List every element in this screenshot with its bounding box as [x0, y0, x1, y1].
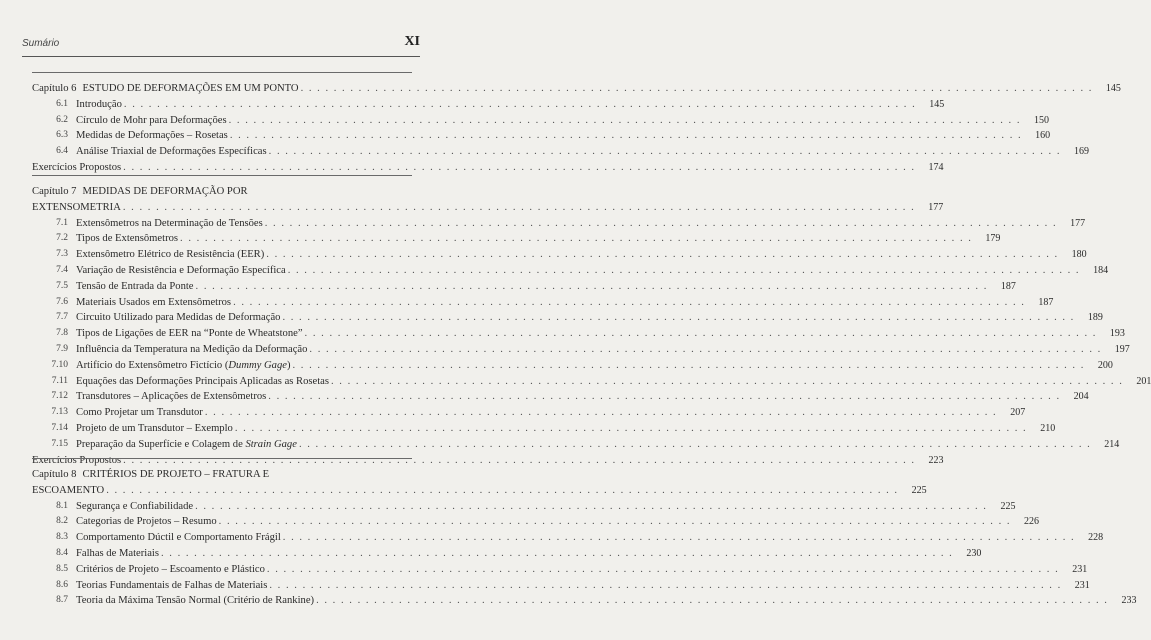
leader-dots: . . . . . . . . . . . . . . . . . . . . . . . . . . . . . . . . . . . . . . . . . . . . . . . . . . . . . . . . . . . . . . . . . . . . . . . . . . . . . . . . . . . . . . . . . . . . . . . . — [233, 296, 1026, 308]
leader-dots: . . . . . . . . . . . . . . . . . . . . . . . . . . . . . . . . . . . . . . . . . . . . . . . . . . . . . . . . . . . . . . . . . . . . . . . . . . . . . . . . . . . . . . . . . . . . . . . . — [309, 344, 1102, 355]
toc-entry — [32, 453, 944, 468]
section-number: 6.4 — [56, 146, 68, 157]
entry-line — [76, 374, 1151, 389]
section-page: 177 — [1070, 217, 1086, 229]
section-title: Exercícios Propostos — [32, 162, 122, 173]
leader-dots: . . . . . . . . . . . . . . . . . . . . . . . . . . . . . . . . . . . . . . . . . . . . . . . . . . . . . . . . . . . . . . . . . . . . . . . . . . . . . . . . . . . . . . . . . . . . . . . . — [269, 579, 1062, 591]
section-number: 6.2 — [56, 114, 68, 125]
entry-line — [76, 546, 982, 561]
page-number: XI — [404, 34, 420, 49]
leader-dots: . . . . . . . . . . . . . . . . . . . . . . . . . . . . . . . . . . . . . . . . . . . . . . . . . . . . . . . . . . . . . . . . . . . . . . . . . . . . . . . . . . . . . . . . . . . . . . . . — [218, 516, 1012, 528]
section-page: 179 — [985, 233, 1001, 245]
toc-entry — [32, 342, 1130, 357]
chapter-title: CRITÉRIOS DE PROJETO – FRATURA E — [82, 469, 270, 480]
section-number: 7.5 — [56, 280, 68, 291]
section-title: Transdutores – Aplicações de Extensômetros — [76, 391, 267, 403]
chapter-title: MEDIDAS DE DEFORMAÇÃO POR — [82, 186, 248, 197]
section-page: 231 — [1072, 563, 1088, 575]
section-page: 187 — [1038, 296, 1054, 308]
section-title: Medidas de Deformações – Rosetas — [76, 130, 228, 142]
chapter-page: 225 — [911, 484, 927, 496]
chapter-heading — [32, 184, 412, 199]
entry-line — [76, 593, 1137, 608]
entry-line — [76, 97, 945, 112]
entry-line — [76, 578, 1090, 593]
leader-dots: . . . . . . . . . . . . . . . . . . . . . . . . . . . . . . . . . . . . . . . . . . . . . . . . . . . . . . . . . . . . . . . . . . . . . . . . . . . . . . . . . . . . . . . . . . . . . . . . — [282, 312, 1075, 324]
section-number: 7.11 — [51, 375, 68, 386]
entry-line — [76, 128, 1051, 143]
entry-line — [76, 530, 1104, 545]
section-number: 7.8 — [56, 328, 68, 339]
toc-entry — [32, 578, 1090, 593]
section-title: Sumário — [22, 38, 60, 49]
leader-dots: . . . . . . . . . . . . . . . . . . . . . . . . . . . . . . . . . . . . . . . . . . . . . . . . . . . . . . . . . . . . . . . . . . . . . . . . . . . . . . . . . . . . . . . . . . . . . . . . — [316, 595, 1109, 607]
leader-dots: . . . . . . . . . . . . . . . . . . . . . . . . . . . . . . . . . . . . . . . . . . . . . . . . . . . . . . . . . . . . . . . . . . . . . . . . . . . . . . . . . . . . . . . . . . . . . . . . — [229, 130, 1023, 142]
entry-line — [76, 231, 1001, 246]
leader-dots: . . . . . . . . . . . . . . . . . . . . . . . . . . . . . . . . . . . . . . . . . . . . . . . . . . . . . . . . . . . . . . . . . . . . . . . . . . . . . . . . . . . . . . . . . . . . . . . . — [195, 280, 988, 292]
section-number: 7.3 — [56, 249, 68, 260]
section-page: 193 — [1109, 328, 1125, 340]
chapter-heading — [32, 467, 412, 482]
section-title: Critérios de Projeto – Escoamento e Plástico — [76, 563, 265, 575]
section-title: Preparação da Superfície e Colagem de Strain Gage — [76, 438, 297, 450]
entry-line — [76, 358, 1113, 373]
leader-dots: . . . . . . . . . . . . . . . . . . . . . . . . . . . . . . . . . . . . . . . . . . . . . . . . . . . . . . . . . . . . . . . . . . . . . . . . . . . . . . . . . . . . . . . . . . . . . . . . — [195, 500, 988, 512]
section-title: Circuito Utilizado para Medidas de Deformação — [76, 312, 281, 324]
section-number: 8.3 — [56, 532, 68, 543]
section-page: 184 — [1093, 265, 1109, 276]
chapter-label: Capítulo 8 — [32, 469, 77, 480]
toc-entry — [32, 562, 1088, 577]
entry-line — [76, 562, 1088, 577]
section-number: 7.15 — [51, 438, 68, 449]
chapter-divider — [32, 175, 412, 176]
toc-entry — [32, 295, 1054, 310]
leader-dots: . . . . . . . . . . . . . . . . . . . . . . . . . . . . . . . . . . . . . . . . . . . . . . . . . . . . . . . . . . . . . . . . . . . . . . . . . . . . . . . . . . . . . . . . . . . . . . . . — [292, 359, 1085, 371]
section-number: 6.1 — [56, 98, 68, 109]
section-page: 201 — [1136, 375, 1151, 387]
section-number: 8.2 — [56, 516, 68, 527]
entry-line — [76, 295, 1054, 310]
section-title: Categorias de Projetos – Resumo — [76, 516, 217, 528]
section-page: 189 — [1087, 312, 1103, 324]
chapter-label: Capítulo 7 — [32, 186, 77, 197]
chapter-title: ESTUDO DE DEFORMAÇÕES EM UM PONTO — [82, 83, 299, 94]
emphasized-term: Dummy Gage — [228, 359, 287, 371]
section-number: 7.6 — [56, 296, 68, 307]
toc-entry — [32, 247, 1087, 262]
toc-entry — [32, 160, 944, 175]
leader-dots: . . . . . . . . . . . . . . . . . . . . . . . . . . . . . . . . . . . . . . . . . . . . . . . . . . . . . . . . . . . . . . . . . . . . . . . . . . . . . . . . . . . . . . . . . . . . . . . . — [304, 328, 1097, 340]
leader-dots: . . . . . . . . . . . . . . . . . . . . . . . . . . . . . . . . . . . . . . . . . . . . . . . . . . . . . . . . . . . . . . . . . . . . . . . . . . . . . . . . . . . . . . . . . . . . . . . . — [282, 532, 1076, 544]
leader-dots: . . . . . . . . . . . . . . . . . . . . . . . . . . . . . . . . . . . . . . . . . . . . . . . . . . . . . . . . . . . . . . . . . . . . . . . . . . . . . . . . . . . . . . . . . . . . . . . . — [228, 114, 1021, 126]
section-number: 7.7 — [56, 312, 68, 323]
page-header — [22, 34, 420, 57]
section-title: Introdução — [76, 98, 122, 110]
toc-entry — [32, 374, 1151, 389]
chapter-divider — [32, 72, 412, 73]
section-page: 225 — [1000, 500, 1016, 512]
toc-entry — [32, 144, 1089, 159]
section-number: 7.13 — [51, 407, 68, 418]
toc-entry — [32, 389, 1089, 404]
section-number: 7.12 — [51, 391, 68, 402]
entry-line — [76, 514, 1040, 529]
entry-line — [76, 405, 1026, 420]
toc-entry — [32, 263, 1109, 278]
entry-line — [76, 421, 1056, 436]
section-title: Artifício do Extensômetro Fictício (Dummy Gage) — [76, 359, 291, 371]
section-title: Exercícios Propostos — [32, 454, 122, 466]
section-title: Segurança e Confiabilidade — [76, 500, 194, 512]
section-title: Extensômetro Elétrico de Resistência (EER) — [76, 249, 265, 261]
section-title: Projeto de um Transdutor – Exemplo — [76, 423, 233, 434]
section-title: Como Projetar um Transdutor — [76, 407, 203, 419]
section-number: 7.9 — [56, 344, 68, 354]
toc-entry — [32, 530, 1104, 545]
section-page: 145 — [929, 98, 945, 110]
toc-entry — [32, 326, 1125, 341]
section-number: 7.14 — [51, 423, 68, 433]
toc-entry — [32, 499, 1016, 514]
section-number: 7.2 — [56, 233, 68, 244]
entry-line — [76, 342, 1130, 357]
leader-dots: . . . . . . . . . . . . . . . . . . . . . . . . . . . . . . . . . . . . . . . . . . . . . . . . . . . . . . . . . . . . . . . . . . . . . . . . . . . . . . . . . . . . . . . . . . . . . . . . — [123, 454, 916, 466]
entry-line — [76, 263, 1109, 278]
toc-entry — [32, 421, 1056, 436]
entry-line — [76, 279, 1016, 294]
leader-dots: . . . . . . . . . . . . . . . . . . . . . . . . . . . . . . . . . . . . . . . . . . . . . . . . . . . . . . . . . . . . . . . . . . . . . . . . . . . . . . . . . . . . . . . . . . . . . . . . — [266, 563, 1060, 575]
leader-dots: . . . . . . . . . . . . . . . . . . . . . . . . . . . . . . . . . . . . . . . . . . . . . . . . . . . . . . . . . . . . . . . . . . . . . . . . . . . . . . . . . . . . . . . . . . . . . . . . — [204, 407, 998, 419]
leader-dots: . . . . . . . . . . . . . . . . . . . . . . . . . . . . . . . . . . . . . . . . . . . . . . . . . . . . . . . . . . . . . . . . . . . . . . . . . . . . . . . . . . . . . . . . . . . . . . . . — [264, 217, 1058, 229]
toc-entry — [32, 546, 982, 561]
section-title: Extensômetros na Determinação de Tensões — [76, 217, 263, 229]
leader-dots: . . . . . . . . . . . . . . . . . . . . . . . . . . . . . . . . . . . . . . . . . . . . . . . . . . . . . . . . . . . . . . . . . . . . . . . . . . . . . . . . . . . . . . . . . . . . . . . . — [298, 438, 1092, 450]
toc-entry — [32, 310, 1103, 325]
section-page: 223 — [928, 454, 944, 466]
section-title: Tipos de Ligações de EER na “Ponte de Wheatstone” — [76, 328, 303, 340]
chapter-page: 145 — [1105, 83, 1121, 94]
leader-dots: . . . . . . . . . . . . . . . . . . . . . . . . . . . . . . . . . . . . . . . . . . . . . . . . . . . . . . . . . . . . . . . . . . . . . . . . . . . . . . . . . . . . . . . . . . . . . . . . — [123, 98, 917, 110]
section-title: Falhas de Materiais — [76, 548, 159, 559]
section-page: 197 — [1114, 344, 1130, 355]
toc-entry — [32, 437, 1120, 452]
leader-dots: . . . . . . . . . . . . . . . . . . . . . . . . . . . . . . . . . . . . . . . . . . . . . . . . . . . . . . . . . . . . . . . . . . . . . . . . . . . . . . . . . . . . . . . . . . . . . . . . — [287, 265, 1081, 276]
section-number: 7.1 — [56, 217, 68, 228]
section-page: 233 — [1121, 595, 1137, 607]
leader-dots: . . . . . . . . . . . . . . . . . . . . . . . . . . . . . . . . . . . . . . . . . . . . . . . . . . . . . . . . . . . . . . . . . . . . . . . . . . . . . . . . . . . . . . . . . . . . . . . . — [268, 391, 1061, 403]
section-page: 204 — [1073, 391, 1089, 403]
section-number: 8.5 — [56, 563, 68, 574]
leader-dots: . . . . . . . . . . . . . . . . . . . . . . . . . . . . . . . . . . . . . . . . . . . . . . . . . . . . . . . . . . . . . . . . . . . . . . . . . . . . . . . . . . . . . . . . . . . . . . . . — [122, 201, 916, 213]
chapter-heading — [32, 200, 944, 215]
section-page: 214 — [1104, 438, 1120, 450]
entry-line — [76, 216, 1086, 231]
section-title: Análise Triaxial de Deformações Específicas — [76, 146, 267, 158]
leader-dots: . . . . . . . . . . . . . . . . . . . . . . . . . . . . . . . . . . . . . . . . . . . . . . . . . . . . . . . . . . . . . . . . . . . . . . . . . . . . . . . . . . . . . . . . . . . . . . . . — [300, 83, 1093, 94]
leader-dots: . . . . . . . . . . . . . . . . . . . . . . . . . . . . . . . . . . . . . . . . . . . . . . . . . . . . . . . . . . . . . . . . . . . . . . . . . . . . . . . . . . . . . . . . . . . . . . . . — [160, 548, 954, 559]
section-page: 187 — [1000, 280, 1016, 292]
chapter-page: 177 — [928, 201, 944, 213]
section-title: Variação de Resistência e Deformação Específica — [76, 265, 286, 276]
toc-entry — [32, 279, 1016, 294]
chapter-heading — [32, 81, 1121, 96]
section-page: 210 — [1040, 423, 1056, 434]
toc-entry — [32, 514, 1040, 529]
section-title: Círculo de Mohr para Deformações — [76, 114, 227, 126]
toc-entry — [32, 216, 1086, 231]
section-number: 8.4 — [56, 548, 68, 558]
section-page: 174 — [928, 162, 944, 173]
toc-entry — [32, 97, 945, 112]
chapter-title: EXTENSOMETRIA — [32, 201, 121, 213]
toc-entry — [32, 358, 1113, 373]
section-page: 230 — [966, 548, 982, 559]
section-page: 200 — [1097, 359, 1113, 371]
section-number: 7.4 — [56, 265, 68, 275]
section-title: Teoria da Máxima Tensão Normal (Critério de Rankine) — [76, 595, 315, 607]
toc-entry — [32, 593, 1137, 608]
section-page: 150 — [1033, 114, 1049, 126]
section-page: 228 — [1088, 532, 1104, 544]
section-title: Comportamento Dúctil e Comportamento Frágil — [76, 532, 281, 544]
section-title: Influência da Temperatura na Medição da Deformação — [76, 344, 308, 355]
entry-line — [76, 144, 1089, 159]
entry-line — [76, 389, 1089, 404]
section-title: Teorias Fundamentais de Falhas de Materiais — [76, 579, 268, 591]
section-page: 160 — [1035, 130, 1051, 142]
section-page: 207 — [1010, 407, 1026, 419]
section-title: Materiais Usados em Extensômetros — [76, 296, 232, 308]
section-number: 6.3 — [56, 130, 68, 141]
entry-line — [76, 499, 1016, 514]
chapter-label: Capítulo 6 — [32, 83, 77, 94]
section-title: Tensão de Entrada da Ponte — [76, 280, 194, 292]
leader-dots: . . . . . . . . . . . . . . . . . . . . . . . . . . . . . . . . . . . . . . . . . . . . . . . . . . . . . . . . . . . . . . . . . . . . . . . . . . . . . . . . . . . . . . . . . . . . . . . . — [106, 484, 899, 496]
entry-line — [76, 437, 1120, 452]
entry-line — [76, 310, 1103, 325]
chapter-title: ESCOAMENTO — [32, 484, 105, 496]
leader-dots: . . . . . . . . . . . . . . . . . . . . . . . . . . . . . . . . . . . . . . . . . . . . . . . . . . . . . . . . . . . . . . . . . . . . . . . . . . . . . . . . . . . . . . . . . . . . . . . . — [331, 375, 1124, 387]
emphasized-term: Strain Gage — [245, 438, 297, 450]
toc-entry — [32, 113, 1049, 128]
section-number: 8.7 — [56, 595, 68, 606]
section-number: 7.10 — [51, 359, 68, 370]
entry-line — [76, 326, 1125, 341]
section-page: 180 — [1071, 249, 1087, 261]
entry-line — [76, 247, 1087, 262]
leader-dots: . . . . . . . . . . . . . . . . . . . . . . . . . . . . . . . . . . . . . . . . . . . . . . . . . . . . . . . . . . . . . . . . . . . . . . . . . . . . . . . . . . . . . . . . . . . . . . . . — [266, 249, 1059, 261]
section-number: 8.6 — [56, 579, 68, 590]
section-page: 226 — [1024, 516, 1040, 528]
toc-entry — [32, 128, 1051, 143]
toc-entry — [32, 231, 1001, 246]
leader-dots: . . . . . . . . . . . . . . . . . . . . . . . . . . . . . . . . . . . . . . . . . . . . . . . . . . . . . . . . . . . . . . . . . . . . . . . . . . . . . . . . . . . . . . . . . . . . . . . . — [180, 233, 973, 245]
section-page: 169 — [1074, 146, 1089, 158]
entry-line — [32, 453, 944, 468]
chapter-heading — [32, 483, 927, 498]
toc-entry — [32, 405, 1026, 420]
section-title: Equações das Deformações Principais Aplicadas as Rosetas — [76, 375, 329, 387]
section-title: Tipos de Extensômetros — [76, 233, 179, 245]
leader-dots: . . . . . . . . . . . . . . . . . . . . . . . . . . . . . . . . . . . . . . . . . . . . . . . . . . . . . . . . . . . . . . . . . . . . . . . . . . . . . . . . . . . . . . . . . . . . . . . . — [123, 162, 916, 173]
entry-line — [76, 113, 1049, 128]
chapter-divider — [32, 458, 412, 459]
leader-dots: . . . . . . . . . . . . . . . . . . . . . . . . . . . . . . . . . . . . . . . . . . . . . . . . . . . . . . . . . . . . . . . . . . . . . . . . . . . . . . . . . . . . . . . . . . . . . . . . — [268, 146, 1061, 158]
entry-line — [32, 160, 944, 175]
section-page: 231 — [1074, 579, 1090, 591]
leader-dots: . . . . . . . . . . . . . . . . . . . . . . . . . . . . . . . . . . . . . . . . . . . . . . . . . . . . . . . . . . . . . . . . . . . . . . . . . . . . . . . . . . . . . . . . . . . . . . . . — [234, 423, 1028, 434]
section-number: 8.1 — [56, 500, 68, 511]
